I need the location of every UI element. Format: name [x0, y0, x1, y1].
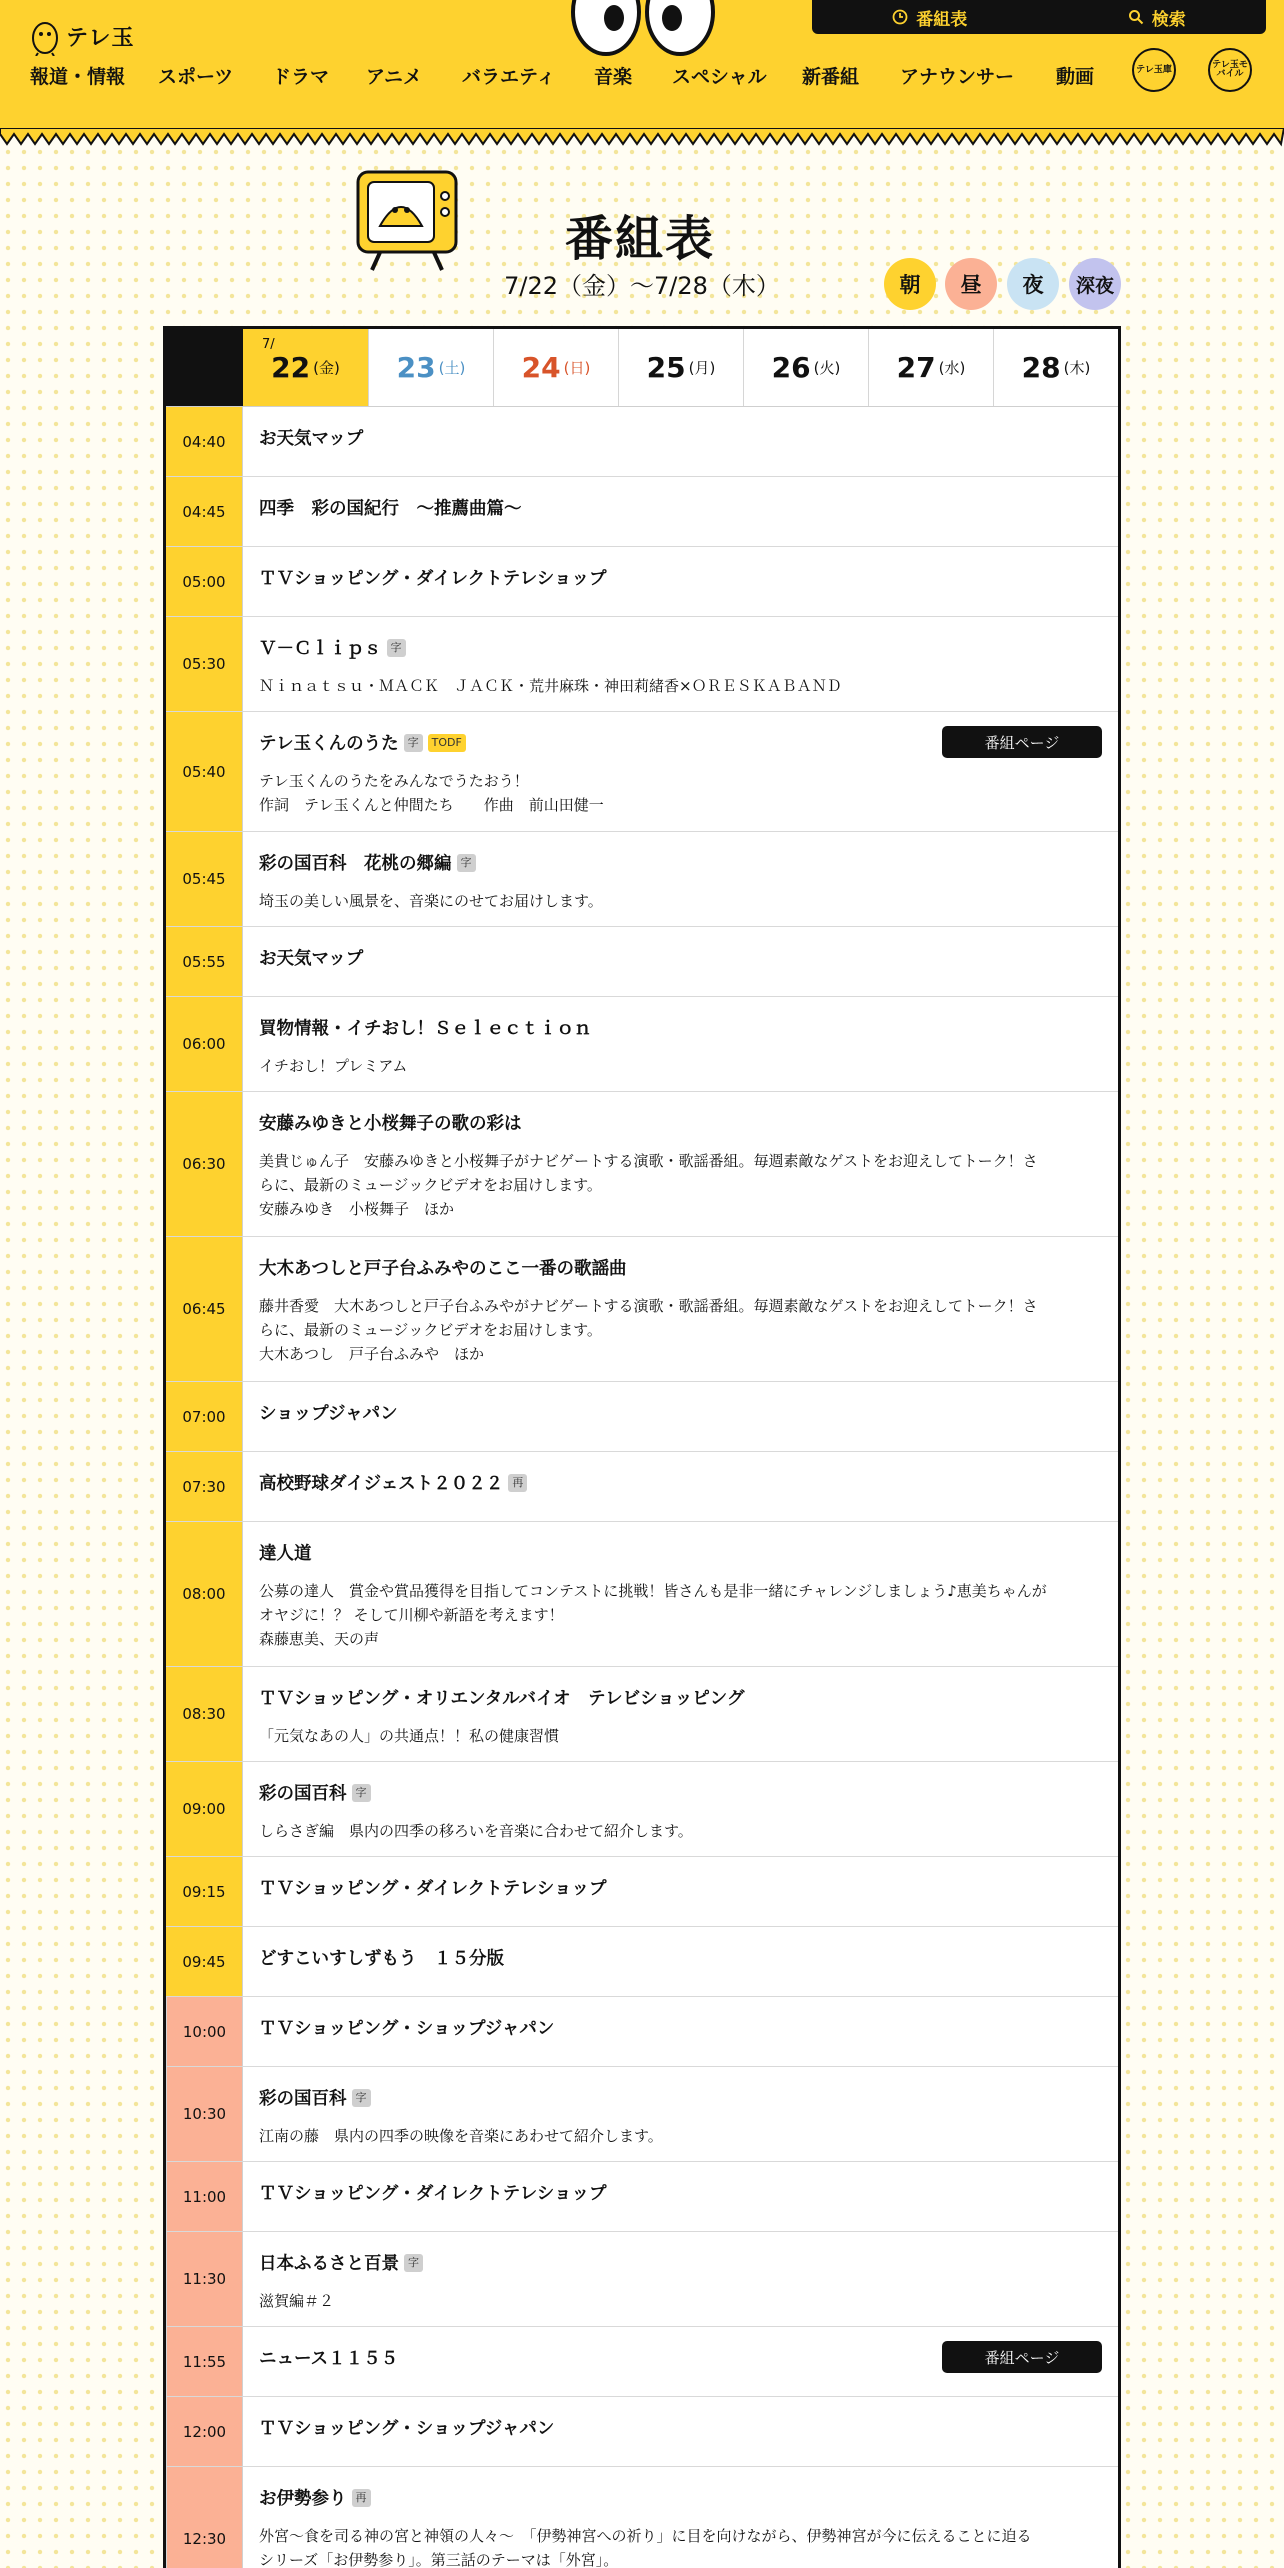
site-logo[interactable] — [30, 16, 135, 56]
program-title-line — [259, 1685, 1102, 1710]
program-title[interactable]: 日本ふるさと百景 — [259, 2254, 399, 2274]
program-description-line: 美貴じゅん子 安藤みゆきと小桜舞子がナビゲートする演歌・歌謡番組。毎週素敵なゲストをお迎えしてトーク！さ — [259, 1152, 1038, 1170]
program-cell — [243, 1997, 1118, 2066]
day-tab-number: 23 — [396, 351, 436, 384]
program-row[interactable] — [166, 832, 1118, 927]
program-title[interactable]: ニュース１１５５ — [259, 2349, 399, 2369]
program-description — [259, 1149, 1102, 1221]
program-description — [259, 1819, 1102, 1843]
program-title[interactable]: 大木あつしと戸子台ふみやのここ一番の歌謡曲 — [259, 1259, 627, 1279]
clock-icon — [892, 9, 908, 25]
program-description — [259, 769, 1102, 817]
program-cell — [243, 2327, 1118, 2396]
program-time: 10:30 — [166, 2067, 243, 2161]
day-tab-weekday: (火) — [813, 359, 841, 377]
program-row[interactable] — [166, 997, 1118, 1092]
program-description-line: シリーズ「お伊勢参り」。第三話のテーマは「外宮」。 — [259, 2551, 619, 2568]
nav-sports[interactable]: スポーツ — [158, 66, 234, 88]
tv-mascot-icon — [352, 166, 462, 272]
program-description-line: 江南の藤 県内の四季の映像を音楽にあわせて紹介します。 — [259, 2127, 663, 2145]
program-time: 04:45 — [166, 477, 243, 546]
program-time: 11:30 — [166, 2232, 243, 2326]
nav-videos[interactable]: 動画 — [1056, 66, 1095, 88]
program-title[interactable]: お天気マップ — [259, 949, 364, 969]
program-tag-badge: 再 — [508, 1474, 527, 1492]
program-tag-badge: 字 — [387, 639, 406, 657]
program-description-line: 大木あつし 戸子台ふみや ほか — [259, 1345, 485, 1363]
program-cell — [243, 997, 1118, 1091]
program-description — [259, 2124, 1102, 2148]
day-tab-month: 7/ — [262, 337, 275, 352]
day-tabs — [166, 329, 1118, 407]
program-description-line: 作詞 テレ玉くんと仲間たち 作曲 前山田健一 — [259, 796, 604, 814]
program-title[interactable]: ＴＶショッピング・ショップジャパン — [259, 2019, 555, 2039]
program-title-line — [259, 2015, 1102, 2040]
program-cell — [243, 1452, 1118, 1521]
day-tab-25[interactable] — [618, 329, 743, 406]
program-time: 08:00 — [166, 1522, 243, 1666]
day-tab-27[interactable] — [868, 329, 993, 406]
program-row[interactable] — [166, 1092, 1118, 1237]
day-tab-weekday: (金) — [313, 359, 340, 377]
program-title[interactable]: ＴＶショッピング・ダイレクトテレショップ — [259, 569, 607, 589]
program-title[interactable]: ＴＶショッピング・ショップジャパン — [259, 2419, 555, 2439]
program-cell — [243, 927, 1118, 996]
day-tab-23[interactable] — [368, 329, 493, 406]
program-time: 06:00 — [166, 997, 243, 1091]
schedule-link[interactable] — [892, 5, 967, 30]
program-title-line — [259, 1255, 1102, 1280]
program-cell — [243, 2397, 1118, 2466]
program-title[interactable]: 高校野球ダイジェスト２０２２ — [259, 1474, 504, 1494]
day-tab-number: 28 — [1021, 351, 1061, 384]
nav-music[interactable]: 音楽 — [594, 66, 633, 88]
program-title-line — [259, 2485, 1102, 2510]
program-row[interactable] — [166, 1997, 1118, 2067]
program-row[interactable] — [166, 617, 1118, 712]
nav-announcers[interactable]: アナウンサー — [900, 66, 1015, 88]
nav-anime[interactable]: アニメ — [366, 66, 423, 88]
program-tag-badge: 字 — [352, 1784, 371, 1802]
day-tab-weekday: (日) — [563, 359, 591, 377]
program-title-line — [259, 1945, 1102, 1970]
program-row[interactable] — [166, 2162, 1118, 2232]
filter-daytime-button[interactable] — [945, 258, 997, 310]
program-cell — [243, 712, 1118, 831]
program-description — [259, 1054, 1102, 1078]
program-tag-badge: TODF — [428, 734, 466, 752]
program-description — [259, 1294, 1102, 1366]
program-description-line: 「元気なあの人」の共通点！！私の健康習慣 — [259, 1727, 560, 1745]
program-page-button[interactable]: 番組ページ — [942, 726, 1102, 758]
day-tab-weekday: (木) — [1063, 359, 1091, 377]
program-description-line: Ｎｉｎａｔｓｕ・ＭＡＣＫ ＪＡＣＫ・荒井麻珠・神田莉緒香×ＯＲＥＳＫＡＢＡＮＤ — [259, 677, 842, 695]
program-row[interactable] — [166, 2327, 1118, 2397]
nav-special[interactable]: スペシャル — [672, 66, 767, 88]
filter-morning-label: 朝 — [899, 273, 921, 297]
program-title[interactable]: 彩の国百科 — [259, 2089, 347, 2109]
program-title[interactable]: 四季 彩の国紀行 ～推薦曲篇～ — [259, 499, 522, 519]
program-description — [259, 2524, 1102, 2568]
program-row[interactable] — [166, 1382, 1118, 1452]
program-cell — [243, 1382, 1118, 1451]
program-title[interactable]: ＴＶショッピング・ダイレクトテレショップ — [259, 1879, 607, 1899]
program-row[interactable] — [166, 2467, 1118, 2568]
program-title[interactable]: Ｖ－Ｃｌｉｐｓ — [259, 639, 382, 659]
program-time: 05:40 — [166, 712, 243, 831]
program-description-line: テレ玉くんのうたをみんなでうたおう！ — [259, 772, 529, 790]
program-tag-badge: 字 — [404, 2254, 423, 2272]
program-description-line: しらさぎ編 県内の四季の移ろいを音楽に合わせて紹介します。 — [259, 1822, 693, 1840]
program-title[interactable]: どすこいすしずもう １５分版 — [259, 1949, 504, 1969]
program-time: 04:40 — [166, 407, 243, 476]
program-time: 10:00 — [166, 1997, 243, 2066]
program-time: 09:00 — [166, 1762, 243, 1856]
program-description-line: 藤井香愛 大木あつしと戸子台ふみやがナビゲートする演歌・歌謡番組。毎週素敵なゲストをお迎えしてトーク！さ — [259, 1297, 1038, 1315]
program-row[interactable] — [166, 2232, 1118, 2327]
program-title-line — [259, 495, 1102, 520]
program-time: 05:45 — [166, 832, 243, 926]
program-cell — [243, 1092, 1118, 1236]
tele-tama-mobile-label: テレ玉モバイル — [1212, 60, 1248, 79]
program-row[interactable] — [166, 927, 1118, 997]
program-title-line — [259, 1470, 1102, 1495]
date-range: 7/22（金）〜7/28（木） — [504, 272, 780, 300]
program-description-line: イチおし！プレミアム — [259, 1057, 408, 1075]
logo-text: テレ玉 — [66, 25, 135, 51]
program-cell — [243, 1522, 1118, 1666]
program-title-line — [259, 2415, 1102, 2440]
program-cell — [243, 1237, 1118, 1381]
program-row[interactable] — [166, 407, 1118, 477]
program-time: 11:55 — [166, 2327, 243, 2396]
program-title[interactable]: ＴＶショッピング・ダイレクトテレショップ — [259, 2184, 607, 2204]
header-zigzag-edge — [0, 128, 1284, 148]
program-title-line — [259, 2250, 1102, 2275]
program-row[interactable] — [166, 1667, 1118, 1762]
tele-tama-mobile-badge[interactable] — [1208, 48, 1252, 92]
program-time: 11:00 — [166, 2162, 243, 2231]
tele-tama-ko-label: テレ玉庫 — [1136, 64, 1172, 75]
program-row[interactable] — [166, 1237, 1118, 1382]
day-tab-22[interactable] — [243, 329, 368, 406]
program-time: 07:30 — [166, 1452, 243, 1521]
program-description — [259, 674, 1102, 698]
program-title-line — [259, 1780, 1102, 1805]
program-description-line: 埼玉の美しい風景を、音楽にのせてお届けします。 — [259, 892, 603, 910]
day-tab-number: 24 — [521, 351, 561, 384]
program-cell — [243, 2162, 1118, 2231]
filter-evening-label: 夜 — [1022, 273, 1044, 297]
program-title[interactable]: 彩の国百科 花桃の郷編 — [259, 854, 452, 874]
program-description — [259, 2289, 1102, 2313]
program-time: 06:45 — [166, 1237, 243, 1381]
program-cell — [243, 1762, 1118, 1856]
program-title-line — [259, 1110, 1102, 1135]
program-row[interactable] — [166, 712, 1118, 832]
program-cell — [243, 1927, 1118, 1996]
program-row[interactable] — [166, 1857, 1118, 1927]
program-cell — [243, 1857, 1118, 1926]
program-tag-badge: 字 — [404, 734, 423, 752]
program-title[interactable]: 買物情報・イチおし！Ｓｅｌｅｃｔｉｏｎ — [259, 1019, 592, 1039]
program-tag-badge: 再 — [352, 2489, 371, 2507]
day-tab-number: 26 — [771, 351, 811, 384]
day-tab-24[interactable] — [493, 329, 618, 406]
program-time: 05:30 — [166, 617, 243, 711]
day-tab-28[interactable] — [993, 329, 1118, 406]
site-header — [0, 0, 1284, 132]
day-tab-weekday: (水) — [938, 359, 966, 377]
program-title[interactable]: テレ玉くんのうた — [259, 734, 399, 754]
program-description-line: 外宮～食を司る神の宮と神領の人々～ 「伊勢神宮への祈り」に目を向けながら、伊勢神宮が今に伝えることに迫る — [259, 2527, 1032, 2545]
top-utility-bar — [812, 0, 1266, 34]
day-tab-26[interactable] — [743, 329, 868, 406]
program-cell — [243, 2067, 1118, 2161]
mascot-eyes-icon — [570, 0, 716, 60]
program-description-line: 公募の達人 賞金や賞品獲得を目指してコンテストに挑戦！皆さんも是非一緒にチャレンジしましょう♪恵美ちゃんが — [259, 1582, 1047, 1600]
program-list — [166, 407, 1118, 2568]
schedule-link-label: 番組表 — [916, 9, 968, 30]
program-description — [259, 1579, 1102, 1651]
program-cell — [243, 617, 1118, 711]
main-navigation — [0, 56, 1284, 96]
filter-late-night-button[interactable] — [1069, 258, 1121, 310]
nav-news[interactable]: 報道・情報 — [30, 66, 126, 88]
program-row[interactable] — [166, 2067, 1118, 2162]
program-time: 09:45 — [166, 1927, 243, 1996]
program-title-line — [259, 850, 1102, 875]
program-title-line — [259, 945, 1102, 970]
program-description-line: 安藤みゆき 小桜舞子 ほか — [259, 1200, 455, 1218]
program-row[interactable] — [166, 547, 1118, 617]
program-page-button[interactable]: 番組ページ — [942, 2341, 1102, 2373]
page-title: 番組表 — [564, 211, 715, 267]
program-title-line — [259, 1015, 1102, 1040]
filter-evening-button[interactable] — [1007, 258, 1059, 310]
day-tab-weekday: (月) — [688, 359, 716, 377]
program-description — [259, 1724, 1102, 1748]
program-tag-badge: 字 — [352, 2089, 371, 2107]
program-cell — [243, 547, 1118, 616]
program-cell — [243, 2232, 1118, 2326]
program-title[interactable]: お伊勢参り — [259, 2489, 347, 2509]
filter-late-night-label: 深夜 — [1075, 274, 1114, 297]
program-row[interactable] — [166, 1452, 1118, 1522]
program-title-line — [259, 1400, 1102, 1425]
program-description-line: オヤジに！？ そして川柳や新語を考えます！ — [259, 1606, 564, 1624]
program-title-line — [259, 1875, 1102, 1900]
program-row[interactable] — [166, 2397, 1118, 2467]
search-icon — [1128, 9, 1144, 25]
nav-drama[interactable]: ドラマ — [272, 66, 330, 88]
program-row[interactable] — [166, 477, 1118, 547]
program-cell — [243, 832, 1118, 926]
program-time: 07:00 — [166, 1382, 243, 1451]
program-cell — [243, 477, 1118, 546]
tele-tama-mascot-icon — [30, 16, 60, 56]
day-tab-number: 25 — [646, 351, 686, 384]
program-title[interactable]: お天気マップ — [259, 429, 364, 449]
program-time: 08:30 — [166, 1667, 243, 1761]
day-tab-weekday: (土) — [438, 359, 466, 377]
program-title-line — [259, 1540, 1102, 1565]
program-time: 12:30 — [166, 2467, 243, 2568]
day-tab-number: 27 — [896, 351, 936, 384]
program-time: 09:15 — [166, 1857, 243, 1926]
program-time: 05:55 — [166, 927, 243, 996]
program-description — [259, 889, 1102, 913]
tele-tama-ko-badge[interactable] — [1132, 48, 1176, 92]
day-tabs-corner — [166, 329, 243, 406]
program-row[interactable] — [166, 1522, 1118, 1667]
program-title-line — [259, 2180, 1102, 2205]
program-title-line — [259, 565, 1102, 590]
program-title-line — [259, 635, 1102, 660]
program-title[interactable]: 彩の国百科 — [259, 1784, 347, 1804]
program-description-line: 森藤恵美、天の声 — [259, 1630, 380, 1648]
program-title[interactable]: ＴＶショッピング・オリエンタルバイオ テレビショッピング — [259, 1689, 745, 1709]
program-title-line — [259, 2085, 1102, 2110]
search-link-label: 検索 — [1151, 9, 1186, 30]
nav-variety[interactable]: バラエティ — [462, 66, 556, 88]
program-cell — [243, 2467, 1118, 2568]
program-title[interactable]: ショップジャパン — [259, 1404, 398, 1424]
program-schedule — [163, 326, 1121, 2568]
program-description-line: らに、最新のミュージックビデオをお届けします。 — [259, 1321, 602, 1339]
program-title[interactable]: 安藤みゆきと小桜舞子の歌の彩は — [259, 1114, 522, 1134]
nav-new-programs[interactable]: 新番組 — [802, 66, 860, 88]
program-description-line: 滋賀編＃２ — [259, 2292, 335, 2310]
program-cell — [243, 407, 1118, 476]
program-time: 06:30 — [166, 1092, 243, 1236]
filter-daytime-label: 昼 — [960, 273, 982, 297]
day-tab-number: 22 — [271, 351, 311, 384]
program-row[interactable] — [166, 1762, 1118, 1857]
filter-morning-button[interactable] — [884, 258, 936, 310]
program-row[interactable] — [166, 1927, 1118, 1997]
program-time: 05:00 — [166, 547, 243, 616]
program-tag-badge: 字 — [457, 854, 476, 872]
program-title[interactable]: 達人道 — [259, 1544, 312, 1564]
program-description-line: らに、最新のミュージックビデオをお届けします。 — [259, 1176, 602, 1194]
program-title-line — [259, 425, 1102, 450]
program-time: 12:00 — [166, 2397, 243, 2466]
program-cell — [243, 1667, 1118, 1761]
search-link[interactable] — [1128, 5, 1186, 30]
